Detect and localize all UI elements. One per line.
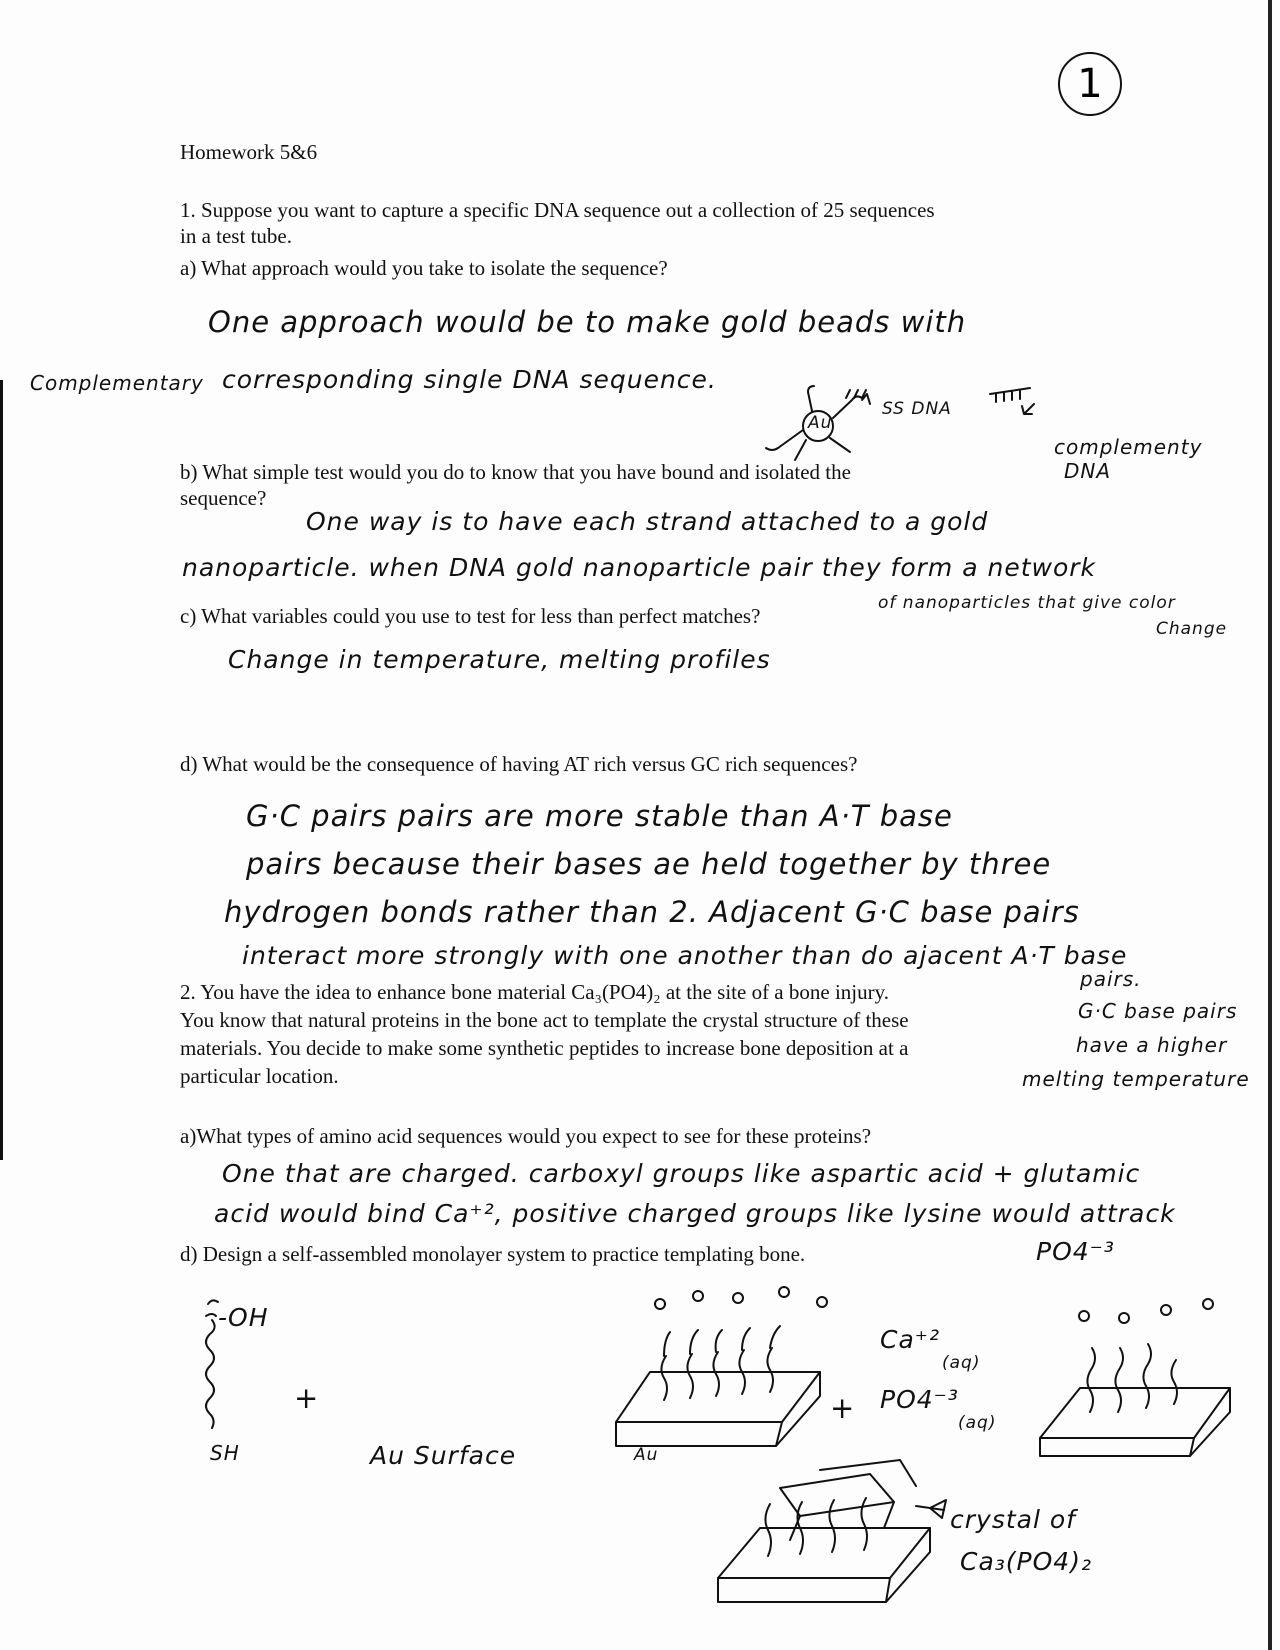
q1-prompt-line1: 1. Suppose you want to capture a specific DNA sequence out a collection of 25 sequences	[180, 198, 935, 222]
q2d-question: d) Design a self-assembled monolayer system to practice templating bone.	[180, 1242, 806, 1266]
sketch-oh-label: -OH	[218, 1303, 269, 1332]
q1a-question: a) What approach would you take to isolate the sequence?	[180, 256, 668, 280]
q2a-question: a)What types of amino acid sequences would you expect to see for these proteins?	[180, 1124, 872, 1148]
au-slab-sketch-1	[616, 1287, 827, 1446]
sketch-aq2-label: (aq)	[958, 1413, 997, 1433]
q1a-answer-line1: One approach would be to make gold beads with	[208, 305, 967, 339]
q1d-answer-line1: G·C pairs pairs are more stable than A·T base	[246, 799, 953, 833]
q1d-answer-line5: pairs.	[1080, 967, 1142, 991]
q2a-answer-line1: One that are charged. carboxyl groups like aspartic acid + glutamic	[222, 1159, 1141, 1188]
sketch-au-label: Au	[808, 413, 833, 433]
page-title: Homework 5&6	[180, 140, 318, 164]
sketch-ssdna-label: SS DNA	[882, 399, 952, 419]
q1d-answer-line4: interact more strongly with one another than do ajacent A·T base	[242, 941, 1128, 970]
q1a-answer-margin: Complementary	[30, 371, 204, 395]
q1b-question-line1: b) What simple test would you do to know that you have bound and isolated the	[180, 460, 851, 484]
sketch-crystal-label-line1: crystal of	[950, 1505, 1076, 1534]
sketch-sh-label: SH	[210, 1441, 240, 1465]
q2a-answer-line3: PO4⁻³	[1036, 1237, 1115, 1266]
q1d-answer-line3: hydrogen bonds rather than 2. Adjacent G·C base pairs	[224, 895, 1080, 929]
au-slab-sketch-2	[1040, 1299, 1230, 1456]
sketch-au-small-label: Au	[634, 1445, 659, 1465]
q1-prompt-line2: in a test tube.	[180, 224, 292, 248]
q1b-answer-line2: nanoparticle. when DNA gold nanoparticle pair they form a network	[182, 553, 1097, 582]
q1d-side-note-line2: have a higher	[1076, 1033, 1228, 1057]
q1a-answer-line2: corresponding single DNA sequence.	[222, 365, 717, 394]
q1d-side-note-line1: G·C base pairs	[1078, 999, 1238, 1023]
q2-prompt-line1: 2. You have the idea to enhance bone material Ca₃(PO4)₂ at the site of a bone injury.	[180, 980, 889, 1004]
sketch-aq-label: (aq)	[942, 1353, 981, 1373]
sketch-ca-label: Ca⁺²	[880, 1325, 940, 1354]
q2-prompt-line4: particular location.	[180, 1064, 339, 1088]
sketch-plus-2: +	[830, 1391, 856, 1425]
q2-prompt-line3: materials. You decide to make some synthetic peptides to increase bone deposition at a	[180, 1036, 909, 1060]
q1b-answer-line4: Change	[1156, 619, 1228, 639]
q2a-answer-line2: acid would bind Ca⁺², positive charged groups like lysine would attrack	[214, 1199, 1176, 1228]
thiol-molecule-sketch	[206, 1300, 218, 1428]
q1d-answer-line2: pairs because their bases ae held together by three	[246, 847, 1052, 881]
gold-bead-sketch	[766, 386, 1034, 460]
sketch-plus-1: +	[294, 1381, 320, 1415]
page-number: 1	[1058, 52, 1122, 116]
sketch-po4-label: PO4⁻³	[880, 1385, 959, 1414]
q1d-question: d) What would be the consequence of having AT rich versus GC rich sequences?	[180, 752, 858, 776]
q1b-answer-line3: of nanoparticles that give color	[878, 593, 1176, 613]
q1c-question: c) What variables could you use to test for less than perfect matches?	[180, 604, 761, 628]
sketch-dna-label: DNA	[1064, 459, 1112, 483]
sketch-crystal-label-line2: Ca₃(PO4)₂	[960, 1547, 1092, 1576]
au-slab-crystal-sketch	[718, 1460, 946, 1602]
q1b-answer-line1: One way is to have each strand attached to a gold	[306, 507, 989, 536]
sketch-au-surface-label: Au Surface	[370, 1441, 517, 1470]
q1d-side-note-line3: melting temperature	[1022, 1067, 1250, 1091]
sketch-complementary-label: complementy	[1054, 435, 1203, 459]
q1c-answer: Change in temperature, melting profiles	[228, 645, 771, 674]
q1b-question-line2: sequence?	[180, 486, 267, 510]
q2-prompt-line2: You know that natural proteins in the bone act to template the crystal structure of these	[180, 1008, 909, 1032]
